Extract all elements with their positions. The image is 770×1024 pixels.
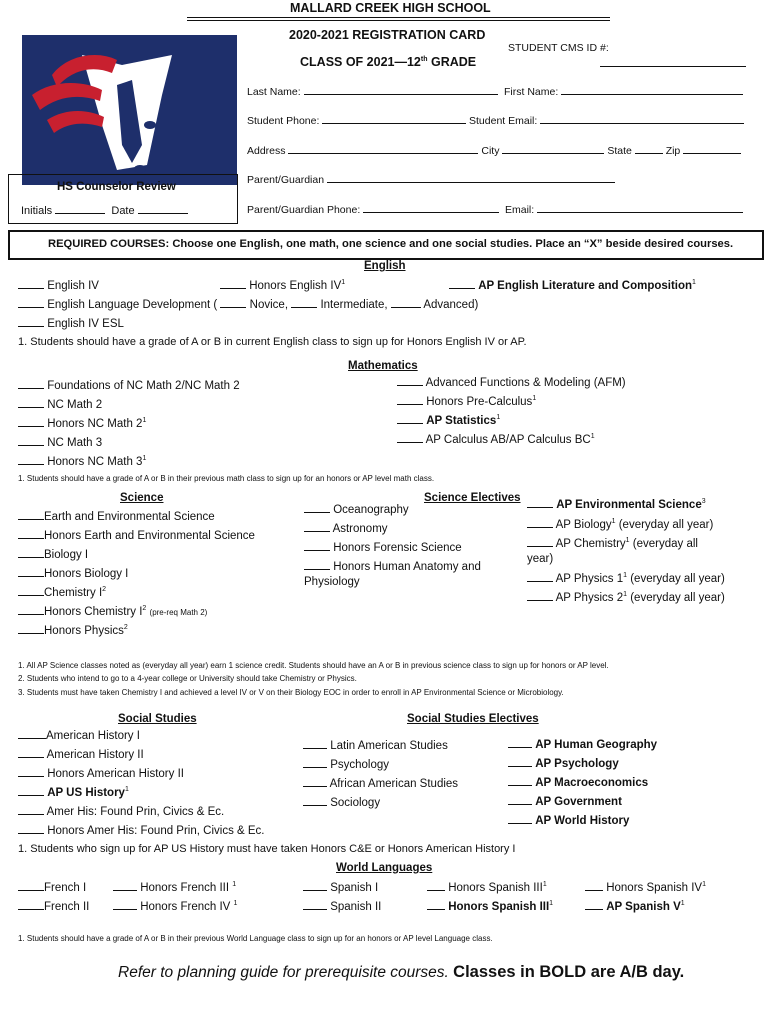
checkbox-honors-nc-math-3[interactable] (18, 455, 44, 465)
sci-elec-2: Honors Forensic Science (304, 541, 462, 554)
cms-id-label: STUDENT CMS ID #: (508, 42, 609, 54)
math-right-0: Advanced Functions & Modeling (AFM) (397, 376, 626, 389)
required-banner: REQUIRED COURSES: Choose one English, one math, one science and one social studies. Place an “X” beside desired courses. (48, 238, 734, 250)
checkbox-ap-spanish-v[interactable] (585, 900, 603, 910)
checkbox-amer-his-found[interactable] (18, 805, 44, 815)
last-name-input[interactable] (304, 85, 498, 95)
card-title: 2020-2021 REGISTRATION CARD (289, 28, 486, 42)
lang-9: AP Spanish $V^1$ (585, 900, 685, 913)
checkbox-american-history-i[interactable] (18, 729, 46, 739)
sci-ap-2b: year) (527, 553, 554, 565)
english-row-1: English IV (18, 279, 99, 292)
sci-ap-2: AP Chemistry$^1$ (everyday all (527, 537, 698, 550)
checkbox-chemistry-i[interactable] (18, 586, 44, 596)
checkbox-honors-amer-his-found[interactable] (18, 824, 44, 834)
initials-input[interactable] (55, 204, 105, 214)
checkbox-honors-spanish-iii-ab[interactable] (427, 900, 445, 910)
parent-input[interactable] (327, 173, 615, 183)
checkbox-ap-chemistry[interactable] (527, 537, 553, 547)
date-input[interactable] (138, 204, 188, 214)
science-note-2: 2. Students who intend to go to a 4-year college or University should take Chemistry or Physics. (18, 674, 357, 683)
sci-elec-1: Astronomy (304, 522, 388, 535)
science-heading: Science (120, 492, 164, 504)
checkbox-ap-physics-2[interactable] (527, 591, 553, 601)
checkbox-honors-spanish-iii[interactable] (427, 881, 445, 891)
english-row-1b: Honors English $IV^1$ (220, 279, 345, 292)
checkbox-honors-physics[interactable] (18, 624, 44, 634)
ss-left-4: Amer His: Found Prin, Civics & Ec. (18, 805, 224, 818)
zip-input[interactable] (683, 144, 741, 154)
checkbox-honors-nc-math-2[interactable] (18, 417, 44, 427)
checkbox-english-iv[interactable] (18, 279, 44, 289)
english-heading: English (364, 260, 406, 272)
lang-2: Honors French III $^1$ (113, 881, 236, 894)
lang-4: Spanish I (303, 881, 378, 894)
class-of: CLASS OF 2021—12th GRADE (300, 55, 477, 69)
checkbox-ap-biology[interactable] (527, 518, 553, 528)
checkbox-ap-government[interactable] (508, 795, 532, 805)
school-logo (22, 35, 237, 185)
school-name: MALLARD CREEK HIGH SCHOOL (290, 1, 491, 15)
checkbox-honors-anatomy[interactable] (304, 560, 330, 570)
ss-elec-2: African American Studies (303, 777, 458, 790)
checkbox-novice[interactable] (220, 298, 246, 308)
checkbox-oceanography[interactable] (304, 503, 330, 513)
math-left-3: NC Math 3 (18, 436, 102, 449)
sci-elec-3: Honors Human Anatomy and (304, 560, 481, 573)
header-rule-top (187, 17, 610, 18)
social-electives-heading: Social Studies Electives (407, 713, 539, 725)
checkbox-ap-psychology[interactable] (508, 757, 532, 767)
checkbox-afm[interactable] (397, 376, 423, 386)
last-name-row: Last Name: (247, 85, 498, 98)
sci-left-1: Honors Earth and Environmental Science (18, 529, 255, 542)
ss-left-2: Honors American History II (18, 767, 184, 780)
sci-left-6: Honors Physics$^2$ (18, 624, 128, 637)
checkbox-honors-biology-i[interactable] (18, 567, 44, 577)
first-name-input[interactable] (561, 85, 743, 95)
checkbox-earth-env-sci[interactable] (18, 510, 44, 520)
lang-3: Honors French IV $^1$ (113, 900, 237, 913)
math-note: 1. Students should have a grade of A or B in their previous math class to sign up for an honors or AP level math class. (18, 474, 435, 483)
parent-row: Parent/Guardian (247, 173, 615, 186)
checkbox-ap-physics-1[interactable] (527, 572, 553, 582)
sci-ap-0: AP Environmental Science$^3$ (527, 498, 706, 511)
checkbox-honors-french-iv[interactable] (113, 900, 137, 910)
address-input[interactable] (288, 144, 478, 154)
sci-left-3: Honors Biology I (18, 567, 128, 580)
cms-id-field[interactable] (600, 57, 746, 67)
checkbox-biology-i[interactable] (18, 548, 44, 558)
ss-left-1: American History II (18, 748, 144, 761)
first-name-row: First Name: (504, 85, 743, 98)
student-phone-input[interactable] (322, 114, 466, 124)
science-note-3: 3. Students must have taken Chemistry I and achieved a level IV or V on their Biology EOC in order to enroll in AP Environmental Science or Microbiology. (18, 688, 564, 697)
lang-5: Spanish II (303, 900, 381, 913)
english-note: 1. Students should have a grade of A or B in current English class to sign up for Honors English IV or AP. (18, 336, 527, 348)
checkbox-spanish-i[interactable] (303, 881, 327, 891)
student-phone-row: Student Phone: (247, 114, 466, 127)
sci-left-2: Biology I (18, 548, 88, 561)
checkbox-ap-macroeconomics[interactable] (508, 776, 532, 786)
ss-elec-1: Psychology (303, 758, 389, 771)
ss-ap-4: AP World History (508, 814, 629, 827)
ss-ap-3: AP Government (508, 795, 622, 808)
checkbox-english-iv-esl[interactable] (18, 317, 44, 327)
city-input[interactable] (502, 144, 604, 154)
checkbox-nc-math-3[interactable] (18, 436, 44, 446)
student-email-row: Student Email: (469, 114, 744, 127)
checkbox-foundations-math[interactable] (18, 379, 44, 389)
state-input[interactable] (635, 144, 663, 154)
sci-elec-0: Oceanography (304, 503, 409, 516)
languages-heading: World Languages (336, 862, 433, 874)
sci-left-5: Honors Chemistry $I^2$ (pre-req Math 2) (18, 605, 207, 618)
math-right-3: AP Calculus AB/AP Calculus $BC^1$ (397, 433, 595, 446)
checkbox-american-history-ii[interactable] (18, 748, 44, 758)
counselor-review-box (8, 174, 238, 224)
checkbox-ap-english-lit[interactable] (449, 279, 475, 289)
header-rule-bottom (187, 20, 610, 21)
checkbox-nc-math-2[interactable] (18, 398, 44, 408)
parent-phone-input[interactable] (363, 203, 499, 213)
ss-elec-0: Latin American Studies (303, 739, 448, 752)
checkbox-honors-french-iii[interactable] (113, 881, 137, 891)
science-note-1: 1. All AP Science classes noted as (everyday all year) earn 1 science credit. Students should have an A or B in previous science class to sign up for honors or AP level. (18, 661, 609, 670)
checkbox-french-ii[interactable] (18, 900, 44, 910)
footer-note: Refer to planning guide for prerequisite courses. Classes in BOLD are A/B day. (118, 963, 685, 981)
social-heading: Social Studies (118, 713, 197, 725)
checkbox-latin-american-studies[interactable] (303, 739, 327, 749)
checkbox-honors-english-iv[interactable] (220, 279, 246, 289)
checkbox-spanish-ii[interactable] (303, 900, 327, 910)
email-input[interactable] (537, 203, 743, 213)
math-right-2: AP Statistics$^1$ (397, 414, 500, 427)
checkbox-honors-forensic[interactable] (304, 541, 330, 551)
counselor-initials: Initials Date (21, 204, 188, 217)
sci-left-0: Earth and Environmental Science (18, 510, 215, 523)
sci-ap-4: AP Physics $2^1$ (everyday all year) (527, 591, 725, 604)
address-row: Address City State Zip (247, 144, 741, 157)
english-row-2: English Language Development ( Novice, Intermediate, Advanced) (18, 298, 478, 311)
sci-ap-1: AP Biology$^1$ (everyday all year) (527, 518, 713, 531)
ss-left-3: AP US History$^1$ (18, 786, 129, 799)
ss-left-5: Honors Amer His: Found Prin, Civics & Ec. (18, 824, 265, 837)
checkbox-honors-earth-env-sci[interactable] (18, 529, 44, 539)
checkbox-english-lang-dev[interactable] (18, 298, 44, 308)
math-left-4: Honors NC Math $3^1$ (18, 455, 146, 468)
ss-left-0: American History I (18, 729, 140, 742)
checkbox-ap-statistics[interactable] (397, 414, 423, 424)
checkbox-intermediate[interactable] (291, 298, 317, 308)
checkbox-ap-calculus[interactable] (397, 433, 423, 443)
checkbox-french-i[interactable] (18, 881, 44, 891)
checkbox-african-american-studies[interactable] (303, 777, 327, 787)
lang-8: Honors Spanish $IV^1$ (585, 881, 706, 894)
checkbox-psychology[interactable] (303, 758, 327, 768)
english-row-1c: AP English Literature and Composition$^1$ (449, 279, 696, 292)
required-banner-box (8, 230, 764, 260)
checkbox-ap-human-geography[interactable] (508, 738, 532, 748)
ss-ap-0: AP Human Geography (508, 738, 657, 751)
languages-note: 1. Students should have a grade of A or B in their previous World Language class to sign up for an honors or AP level Language class. (18, 934, 493, 943)
lang-0: French I (18, 881, 86, 894)
checkbox-honors-precalc[interactable] (397, 395, 423, 405)
checkbox-honors-american-history-ii[interactable] (18, 767, 44, 777)
math-heading: Mathematics (348, 360, 418, 372)
sci-left-4: Chemistry $I^2$ (18, 586, 106, 599)
math-left-1: NC Math 2 (18, 398, 102, 411)
checkbox-astronomy[interactable] (304, 522, 330, 532)
social-note: 1. Students who sign up for AP US History must have taken Honors C&E or Honors American History I (18, 843, 516, 855)
ss-ap-2: AP Macroeconomics (508, 776, 648, 789)
student-email-input[interactable] (540, 114, 744, 124)
counselor-title: HS Counselor Review (57, 181, 176, 193)
math-right-1: Honors Pre-Calculus$^1$ (397, 395, 536, 408)
math-left-2: Honors NC Math $2^1$ (18, 417, 146, 430)
checkbox-honors-chemistry-i[interactable] (18, 605, 44, 615)
sci-ap-3: AP Physics $1^1$ (everyday all year) (527, 572, 725, 585)
ss-ap-1: AP Psychology (508, 757, 619, 770)
checkbox-advanced[interactable] (391, 298, 421, 308)
science-electives-heading: Science Electives (424, 492, 521, 504)
sci-elec-4: Physiology (304, 576, 360, 588)
email-row: Email: (505, 203, 743, 216)
english-row-3: English IV ESL (18, 317, 124, 330)
lang-1: French II (18, 900, 89, 913)
checkbox-honors-spanish-iv[interactable] (585, 881, 603, 891)
checkbox-ap-world-history[interactable] (508, 814, 532, 824)
checkbox-sociology[interactable] (303, 796, 327, 806)
lang-6: Honors Spanish III$^1$ (427, 881, 547, 894)
lang-7: Honors Spanish III$^1$ (427, 900, 553, 913)
checkbox-ap-us-history[interactable] (18, 786, 44, 796)
ss-elec-3: Sociology (303, 796, 380, 809)
mustang-logo-icon (22, 35, 237, 185)
math-left-0: Foundations of NC Math 2/NC Math 2 (18, 379, 240, 392)
checkbox-ap-env-sci[interactable] (527, 498, 553, 508)
parent-phone-row: Parent/Guardian Phone: (247, 203, 499, 216)
